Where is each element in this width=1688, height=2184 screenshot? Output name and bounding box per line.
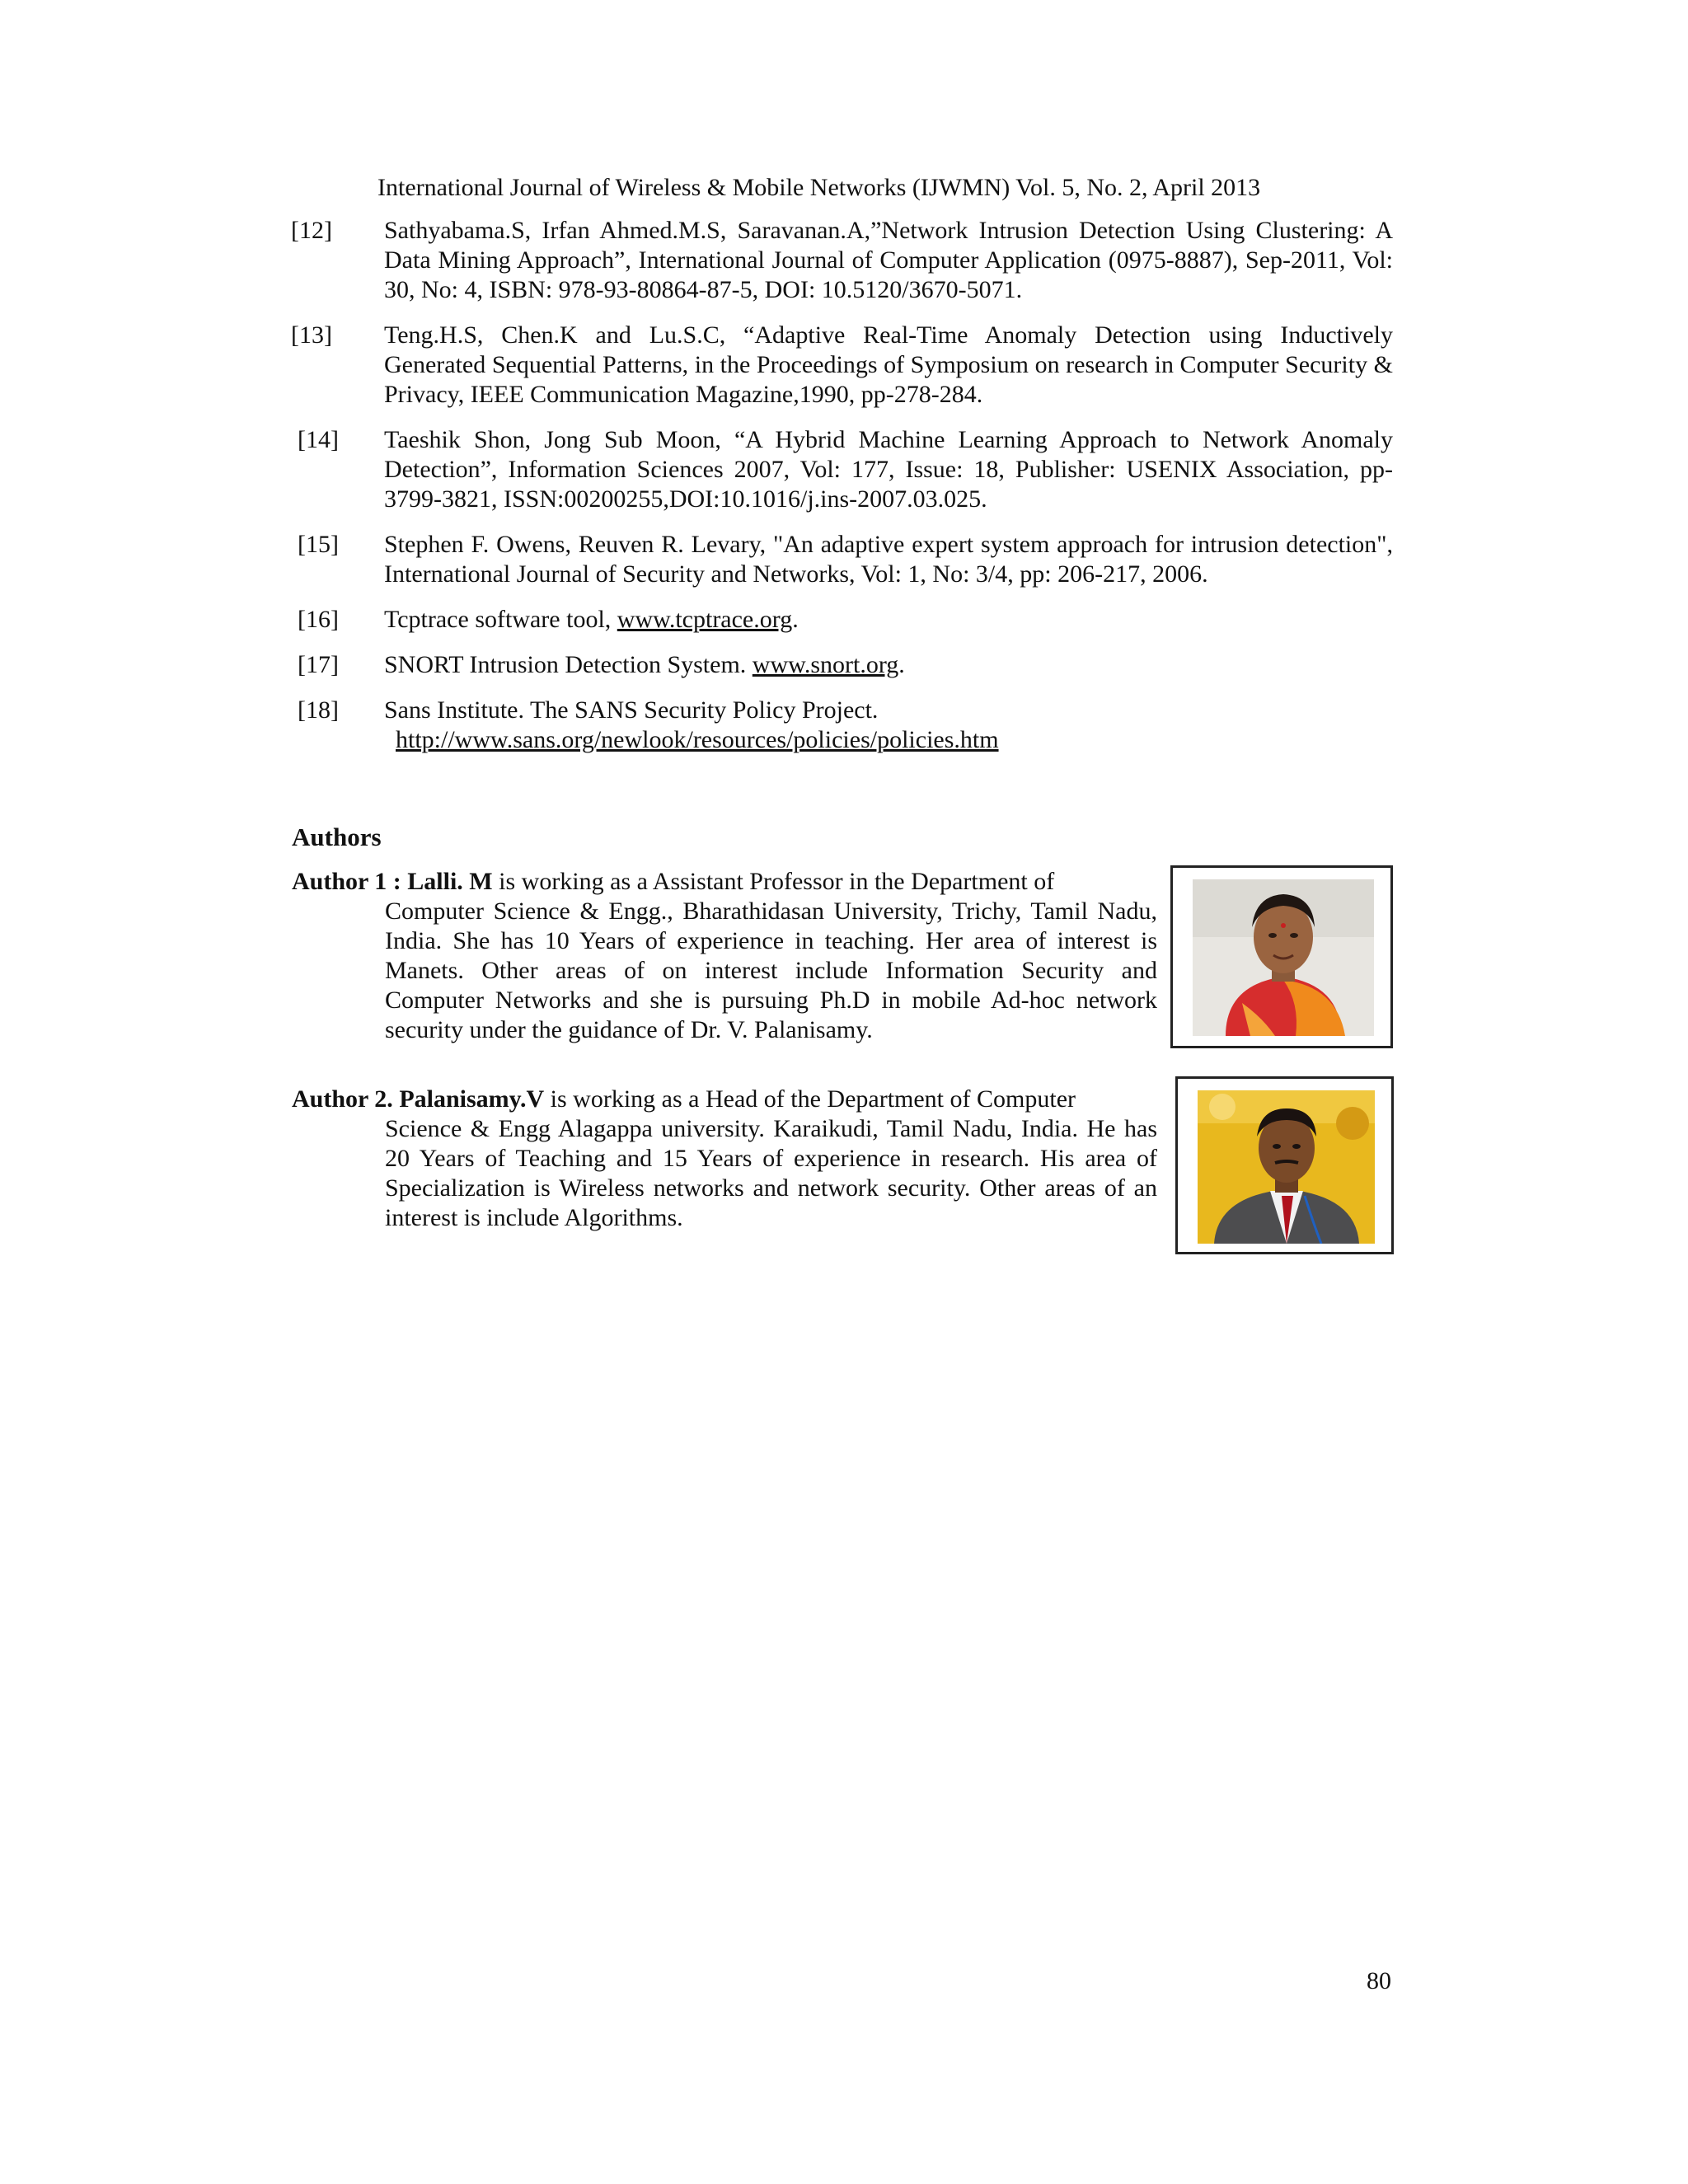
- reference-number: [14]: [298, 426, 339, 453]
- reference-item: [291, 216, 1393, 305]
- reference-item: [291, 650, 1393, 680]
- reference-item: [291, 425, 1393, 514]
- author-1-portrait: [1193, 879, 1374, 1036]
- reference-text: Sathyabama.S, Irfan Ahmed.M.S, Saravanan.A,”Network Intrusion Detection Using Clustering: A Data Mining Approach”, International Journal of Computer Application (0975-8887), Sep-2011, Vol: 30, No: 4, ISBN: 978-93-80864-87-5, DOI: 10.5120/3670-5071.: [384, 217, 1393, 303]
- page-number: 80: [1367, 1967, 1391, 1994]
- author-2-photo: [1198, 1090, 1375, 1244]
- reference-text: [384, 696, 1393, 755]
- author-bio-1: [292, 867, 1157, 1045]
- snort-link[interactable]: www.snort.org: [752, 651, 899, 678]
- reference-number: [16]: [298, 606, 339, 633]
- reference-list: [291, 216, 1393, 771]
- running-header: International Journal of Wireless & Mobile Networks (IJWMN) Vol. 5, No. 2, April 2013: [377, 174, 1261, 201]
- author-lead-text: is working as a Head of the Department of Computer: [544, 1085, 1076, 1113]
- author-2-portrait: [1198, 1090, 1375, 1244]
- reference-number: [15]: [298, 531, 339, 558]
- author-photo-frame: [1175, 1076, 1394, 1254]
- reference-text: Stephen F. Owens, Reuven R. Levary, "An adaptive expert system approach for intrusion detection", International Journal of Security and Networks, Vol: 1, No: 3/4, pp: 206-217, 2006.: [384, 531, 1393, 588]
- reference-item: [291, 605, 1393, 635]
- reference-number: [17]: [298, 651, 339, 678]
- author-label: Author 2.: [292, 1085, 400, 1113]
- author-label: Author 1 :: [292, 868, 408, 895]
- reference-text-lead: Tcptrace software tool,: [384, 606, 617, 633]
- tcptrace-link[interactable]: www.tcptrace.org: [617, 606, 793, 633]
- author-name: Palanisamy.V: [399, 1085, 545, 1113]
- reference-text-suffix: .: [898, 651, 905, 678]
- reference-item: [291, 530, 1393, 589]
- reference-number: [12]: [291, 217, 332, 244]
- reference-text: [384, 650, 1393, 680]
- reference-text-lead: Sans Institute. The SANS Security Policy Project.: [384, 696, 879, 724]
- reference-text: Teng.H.S, Chen.K and Lu.S.C, “Adaptive Real-Time Anomaly Detection using Inductively Generated Sequential Patterns, in the Proceedings of Symposium on research in Computer Security & Privacy, IEEE Communication Magazine,1990, pp-278-284.: [384, 321, 1393, 408]
- reference-number: [13]: [291, 321, 332, 349]
- author-lead-text: is working as a Assistant Professor in the Department of: [492, 868, 1055, 895]
- author-lead-line: [292, 867, 1157, 897]
- sans-policy-link[interactable]: http://www.sans.org/newlook/resources/policies/policies.htm: [396, 726, 999, 753]
- authors-heading: Authors: [292, 823, 382, 851]
- author-1-photo: [1193, 879, 1374, 1036]
- reference-text-suffix: .: [792, 606, 799, 633]
- author-bio-2: [292, 1085, 1157, 1233]
- reference-text: Taeshik Shon, Jong Sub Moon, “A Hybrid Machine Learning Approach to Network Anomaly Detection”, Information Sciences 2007, Vol: 177, Issue: 18, Publisher: USENIX Association, pp- 3799-3821, ISSN:00200255,DOI:10.1016/j.ins-2007.03.025.: [384, 426, 1393, 513]
- reference-text: [384, 605, 1393, 635]
- reference-item: [291, 321, 1393, 410]
- reference-item: [291, 696, 1393, 755]
- author-name: Lalli. M: [407, 868, 493, 895]
- author-bio-text: Science & Engg Alagappa university. Karaikudi, Tamil Nadu, India. He has 20 Years of Teaching and 15 Years of experience in research. His area of Specialization is Wireless networks and network security. Other areas of an interest is include Algorithms.: [385, 1115, 1157, 1231]
- author-lead-line: [292, 1085, 1157, 1114]
- reference-text-lead: SNORT Intrusion Detection System.: [384, 651, 753, 678]
- author-photo-frame: [1170, 865, 1393, 1048]
- reference-number: [18]: [298, 696, 339, 724]
- author-bio-text: Computer Science & Engg., Bharathidasan University, Trichy, Tamil Nadu, India. She has 10 Years of experience in teaching. Her area of interest is Manets. Other areas of on interest include Information Security and Computer Networks and she is pursuing Ph.D in mobile Ad-hoc network security under the guidance of Dr. V. Palanisamy.: [385, 898, 1157, 1043]
